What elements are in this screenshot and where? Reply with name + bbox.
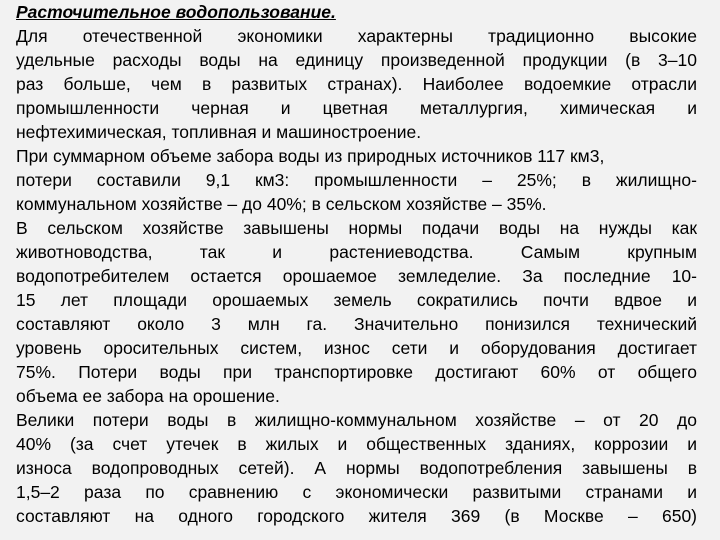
body-line: раз больше, чем в развитых странах). Наиболее водоемкие отрасли <box>16 74 697 94</box>
document-body <box>16 24 697 528</box>
body-line: уровень оросительных систем, износ сети и оборудования достигает <box>16 338 697 358</box>
body-line: При суммарном объеме забора воды из природных источников 117 км3, <box>16 146 605 166</box>
body-line: потери составили 9,1 км3: промышленности – 25%; в жилищно- <box>16 170 697 190</box>
body-line: Велики потери воды в жилищно-коммунальном хозяйстве – от 20 до <box>16 410 697 430</box>
body-line: 1,5–2 раза по сравнению с экономически развитыми странами и <box>16 482 697 502</box>
body-line: В сельском хозяйстве завышены нормы подачи воды на нужды как <box>16 218 697 238</box>
body-line: 15 лет площади орошаемых земель сократились почти вдвое и <box>16 290 697 310</box>
body-line: 40% (за счет утечек в жилых и общественных зданиях, коррозии и <box>16 434 697 454</box>
body-line: объема ее забора на орошение. <box>16 386 280 406</box>
body-line: Для отечественной экономики характерны традиционно высокие <box>16 26 697 46</box>
body-line: промышленности черная и цветная металлургия, химическая и <box>16 98 697 118</box>
document-title: Расточительное водопользование. <box>16 2 336 22</box>
body-line: нефтехимическая, топливная и машиностроение. <box>16 122 422 142</box>
body-line: составляют около 3 млн га. Значительно понизился технический <box>16 314 697 334</box>
body-line: водопотребителем остается орошаемое земледелие. За последние 10- <box>16 266 697 286</box>
body-line: составляют на одного городского жителя 369 (в Москве – 650) <box>16 506 697 526</box>
document-page <box>16 0 697 540</box>
body-line: животноводства, так и растениеводства. Самым крупным <box>16 242 697 262</box>
body-line: 75%. Потери воды при транспортировке достигают 60% от общего <box>16 362 697 382</box>
body-line: удельные расходы воды на единицу произведенной продукции (в 3–10 <box>16 50 697 70</box>
body-line: коммунальном хозяйстве – до 40%; в сельском хозяйстве – 35%. <box>16 194 547 214</box>
body-line: износа водопроводных сетей). А нормы водопотребления завышены в <box>16 458 697 478</box>
